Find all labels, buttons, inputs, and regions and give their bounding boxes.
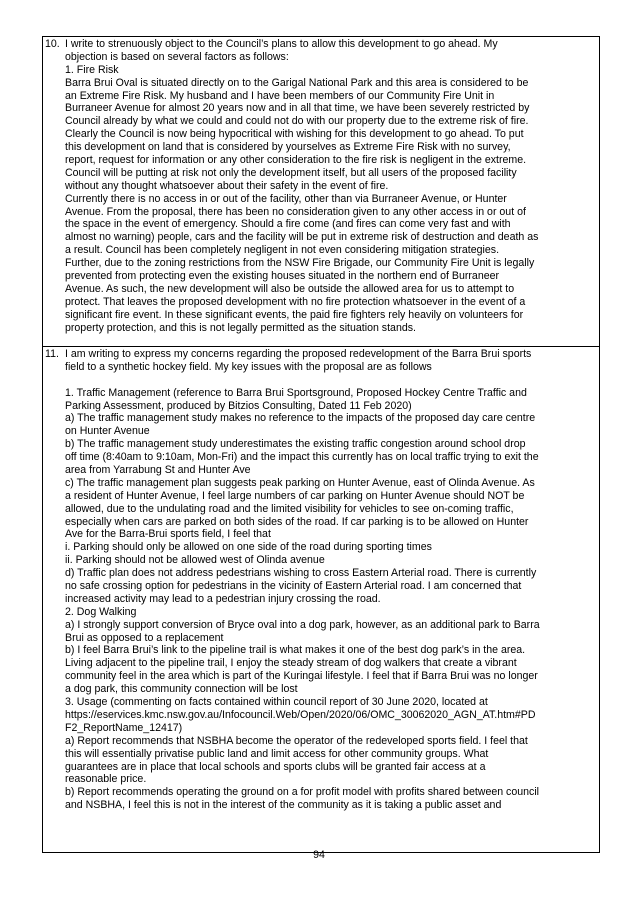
submission-row <box>43 37 599 347</box>
text-line: I write to strenuously object to the Council’s plans to allow this development to go ahead. My <box>65 38 498 50</box>
text-line: Council already by what we could and could not do with our property due to the extreme risk of fire. <box>65 115 529 128</box>
text-line: Council will be putting at risk not only the development itself, but all users of the proposed facility <box>65 166 517 179</box>
text-line: c) The traffic management plan suggests peak parking on Hunter Avenue, east of Olinda Avenue. As <box>65 476 535 489</box>
text-line: an Extreme Fire Risk. My husband and I have been members of our Community Fire Unit in <box>65 89 495 102</box>
text-line: a) The traffic management study makes no reference to the impacts of the proposed day care centre <box>65 412 536 425</box>
text-line: objection is based on several factors as follows: <box>65 50 289 63</box>
text-line: area from Yarrabung St and Hunter Ave <box>65 464 251 477</box>
text-line: a) Report recommends that NSBHA become the operator of the redeveloped sports field. I feel that <box>65 734 528 747</box>
text-line: d) Traffic plan does not address pedestrians wishing to cross Eastern Arterial road. There is currently <box>65 567 537 580</box>
text-line: and NSBHA, I feel this is not in the interest of the community as it is taking a public asset and <box>65 799 502 812</box>
text-line: reasonable price. <box>65 773 147 786</box>
submission-number: 10. <box>45 38 60 50</box>
text-line: Ave for the Barra-Brui sports field, I feel that <box>65 528 271 541</box>
text-line: allowed, due to the undulating road and the limited visibility for vehicles to see on-coming traffic, <box>65 502 514 515</box>
text-line: i. Parking should only be allowed on one side of the road during sporting times <box>65 541 432 554</box>
page-number: 94 <box>313 849 325 861</box>
text-line: Brui as opposed to a replacement <box>65 631 224 644</box>
text-line: field to a synthetic hockey field. My key issues with the proposal are as follows <box>65 360 432 373</box>
text-line: increased activity may lead to a pedestrian injury crossing the road. <box>65 592 381 605</box>
text-line: Living adjacent to the pipeline trail, I enjoy the steady stream of dog walkers that create a vibrant <box>65 657 517 670</box>
text-line: a) I strongly support conversion of Bryce oval into a dog park, however, as an additional park to Barra <box>65 618 540 631</box>
text-line: b) Report recommends operating the ground on a for profit model with profits shared between council <box>65 786 540 799</box>
text-line: this will essentially privatise public land and limit access for other community groups. What <box>65 747 489 760</box>
text-line: b) The traffic management study underestimates the existing traffic congestion around school drop <box>65 438 526 451</box>
text-line: Burraneer Avenue for almost 20 years now and in all that time, we have been severely restricted by <box>65 102 530 115</box>
text-line: almost no warning) people, cars and the facility will be put in extreme risk of destruction and death as <box>65 231 539 244</box>
text-line: ii. Parking should not be allowed west of Olinda avenue <box>65 554 325 567</box>
text-line: a dog park, this community connection will be lost <box>65 683 298 696</box>
submission-number: 11. <box>45 348 59 360</box>
text-line: report, request for information or any other consideration to the fire risk is negligent in the extreme. <box>65 154 527 167</box>
paragraph-gap <box>65 374 597 387</box>
text-line: a result. Council has been completely negligent in not even considering mitigation strategies. <box>65 244 500 257</box>
text-line: Parking Assessment, produced by Bitzios Consulting, Dated 11 Feb 2020) <box>65 399 412 412</box>
submission-text <box>65 348 597 812</box>
text-line: on Hunter Avenue <box>65 425 150 438</box>
text-line: Further, due to the zoning restrictions from the NSW Fire Brigade, our Community Fire Unit is legally <box>65 257 535 270</box>
text-line: https://eservices.kmc.nsw.gov.au/Infocouncil.Web/Open/2020/06/OMC_30062020_AGN_AT.htm#PD <box>65 708 536 721</box>
text-line: b) I feel Barra Brui’s link to the pipeline trail is what makes it one of the best dog park’s in the area. <box>65 644 526 657</box>
text-line: 3. Usage (commenting on facts contained within council report of 30 June 2020, located at <box>65 696 488 709</box>
text-line: Avenue. From the proposal, there has been no consideration given to any other access in or out of <box>65 205 526 218</box>
text-line: a resident of Hunter Avenue, I feel large numbers of car parking on Hunter Avenue should NOT be <box>65 489 525 502</box>
text-line: this development on land that is considered by yourselves as Extreme Fire Risk with no survey, <box>65 141 511 154</box>
text-line: 2. Dog Walking <box>65 605 137 618</box>
text-line: 1. Fire Risk <box>65 63 119 76</box>
text-line: without any thought whatsoever about their safety in the event of fire. <box>65 179 389 192</box>
text-line: Clearly the Council is now being hypocritical with wishing for this development to go ahead. To put <box>65 128 524 141</box>
submission-row <box>43 347 599 853</box>
text-line: protect. That leaves the proposed development with no fire protection whatsoever in the event of a <box>65 295 526 308</box>
text-line: I am writing to express my concerns regarding the proposed redevelopment of the Barra Brui sports <box>65 348 532 360</box>
text-line: the space in the event of emergency. Should a fire come (and fires can come very fast and with <box>65 218 511 231</box>
submission-text <box>65 38 597 334</box>
text-line: Barra Brui Oval is situated directly on to the Garigal National Park and this area is considered to be <box>65 76 529 89</box>
text-line: 1. Traffic Management (reference to Barra Brui Sportsground, Proposed Hockey Centre Traffic and <box>65 386 527 399</box>
text-line: Currently there is no access in or out of the facility, other than via Burraneer Avenue, or Hunter <box>65 192 507 205</box>
text-line: especially when cars are parked on both sides of the road. If car parking is to be allowed on Hunter <box>65 515 529 528</box>
text-line: prevented from protecting even the existing houses situated in the northern end of Burraneer <box>65 270 500 283</box>
text-line: off time (8:40am to 9:10am, Mon-Fri) and the impact this currently has on local traffic trying to exit the <box>65 451 539 464</box>
text-line: no safe crossing option for pedestrians in the vicinity of Eastern Arterial road. I am concerned that <box>65 580 522 593</box>
submissions-table <box>42 36 600 853</box>
text-line: significant fire event. In these significant events, the paid fire fighters rely heavily on volunteers for <box>65 308 524 321</box>
text-line: guarantees are in place that local schools and sports clubs will be granted fair access at a <box>65 760 486 773</box>
text-line: community feel in the area which is part of the Kuringai lifestyle. I feel that if Barra Brui was no longer <box>65 670 538 683</box>
text-line: property protection, and this is not legally permitted as the situation stands. <box>65 321 416 334</box>
text-line: F2_ReportName_12417) <box>65 721 183 734</box>
text-line: Avenue. As such, the new development will also be outside the allowed area for us to attempt to <box>65 282 515 295</box>
